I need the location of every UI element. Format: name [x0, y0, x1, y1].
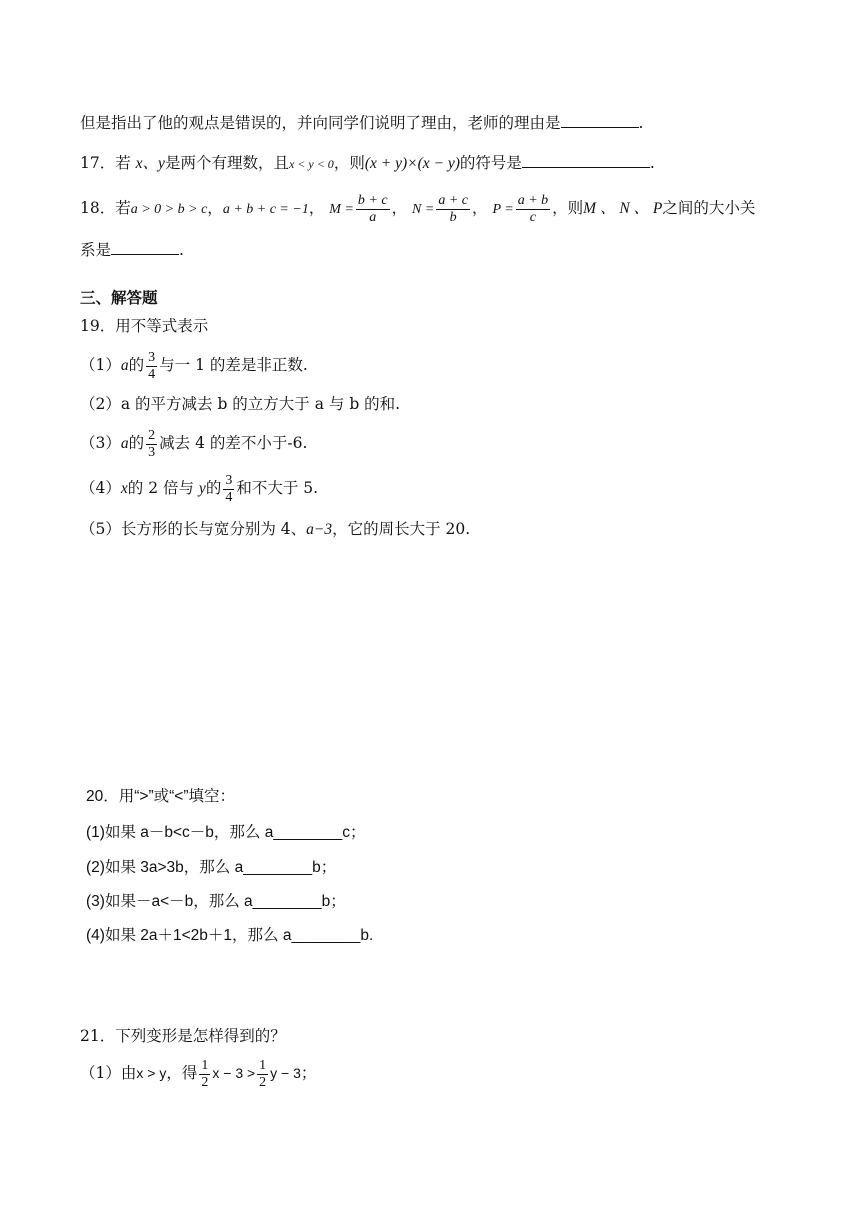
q19-item-3: （3）a的 $\frac{2}{3}$ 减去 4 的差不小于-6. [80, 427, 308, 460]
q20-item-2: (2)如果 3a>3b，那么 a________b； [86, 859, 337, 876]
q16-continuation: 但是指出了他的观点是错误的，并向同学们说明了理由，老师的理由是 . [80, 111, 643, 134]
fraction-N: $\frac{a + c}{b}$ [438, 192, 468, 225]
question-21-title: 21．下列变形是怎样得到的？ [80, 1027, 286, 1045]
fraction-1-2-b: $\frac{1}{2}$ [259, 1057, 267, 1090]
fraction-3-4: $\frac{3}{4}$ [148, 349, 156, 382]
q19-item-4: （4）x的 2 倍与 y的 $\frac{3}{4}$ 和不大于 5. [80, 472, 319, 505]
fraction-P: $\frac{a + b}{c}$ [517, 192, 549, 225]
q19-item-5: （5）长方形的长与宽分别为 4、a−3，它的周长大于 20. [80, 520, 471, 538]
fraction-1-2-a: $\frac{1}{2}$ [201, 1057, 209, 1090]
question-18-line2: 系是 . [80, 238, 184, 261]
question-17: 17．若 x、y是两个有理数，且x < y < 0，则(x + y)×(x − y)的符号是 . [80, 151, 655, 175]
section-title: 三、解答题 [80, 289, 158, 307]
q20-item-1: (1)如果 a－b<c－b，那么 a________c； [86, 824, 366, 841]
answer-blank-17[interactable] [522, 151, 650, 168]
fraction-3-4-b: $\frac{3}{4}$ [225, 472, 233, 505]
q19-item-1: （1）a的 $\frac{3}{4}$ 与一 1 的差是非正数. [80, 349, 308, 382]
q20-item-3: (3)如果－a<－b，那么 a________b； [86, 893, 346, 910]
question-19-title: 19．用不等式表示 [80, 317, 209, 335]
question-18: 18．若a > 0 > b > c，a + b + c = −1， M = $\frac{b + c}{a}$ ， N = $\frac{a + c}{b}$ ， P = $\frac{a + b}{c}$ ，则M 、 N 、 P之间的大小关 [80, 192, 756, 225]
question-20-title: 20．用“>”或“<”填空： [86, 788, 235, 805]
q20-item-4: (4)如果 2a＋1<2b＋1，那么 a________b. [86, 927, 374, 944]
fraction-2-3: $\frac{2}{3}$ [148, 427, 156, 460]
answer-blank-16[interactable] [561, 111, 639, 128]
q19-item-2: （2）a 的平方减去 b 的立方大于 a 与 b 的和. [80, 395, 401, 413]
answer-blank-18[interactable] [111, 238, 179, 255]
q21-item-1: （1）由x > y，得 $\frac{1}{2}$ x − 3 > $\frac{1}{2}$ y − 3； [80, 1057, 317, 1090]
fraction-M: $\frac{b + c}{a}$ [357, 192, 388, 225]
